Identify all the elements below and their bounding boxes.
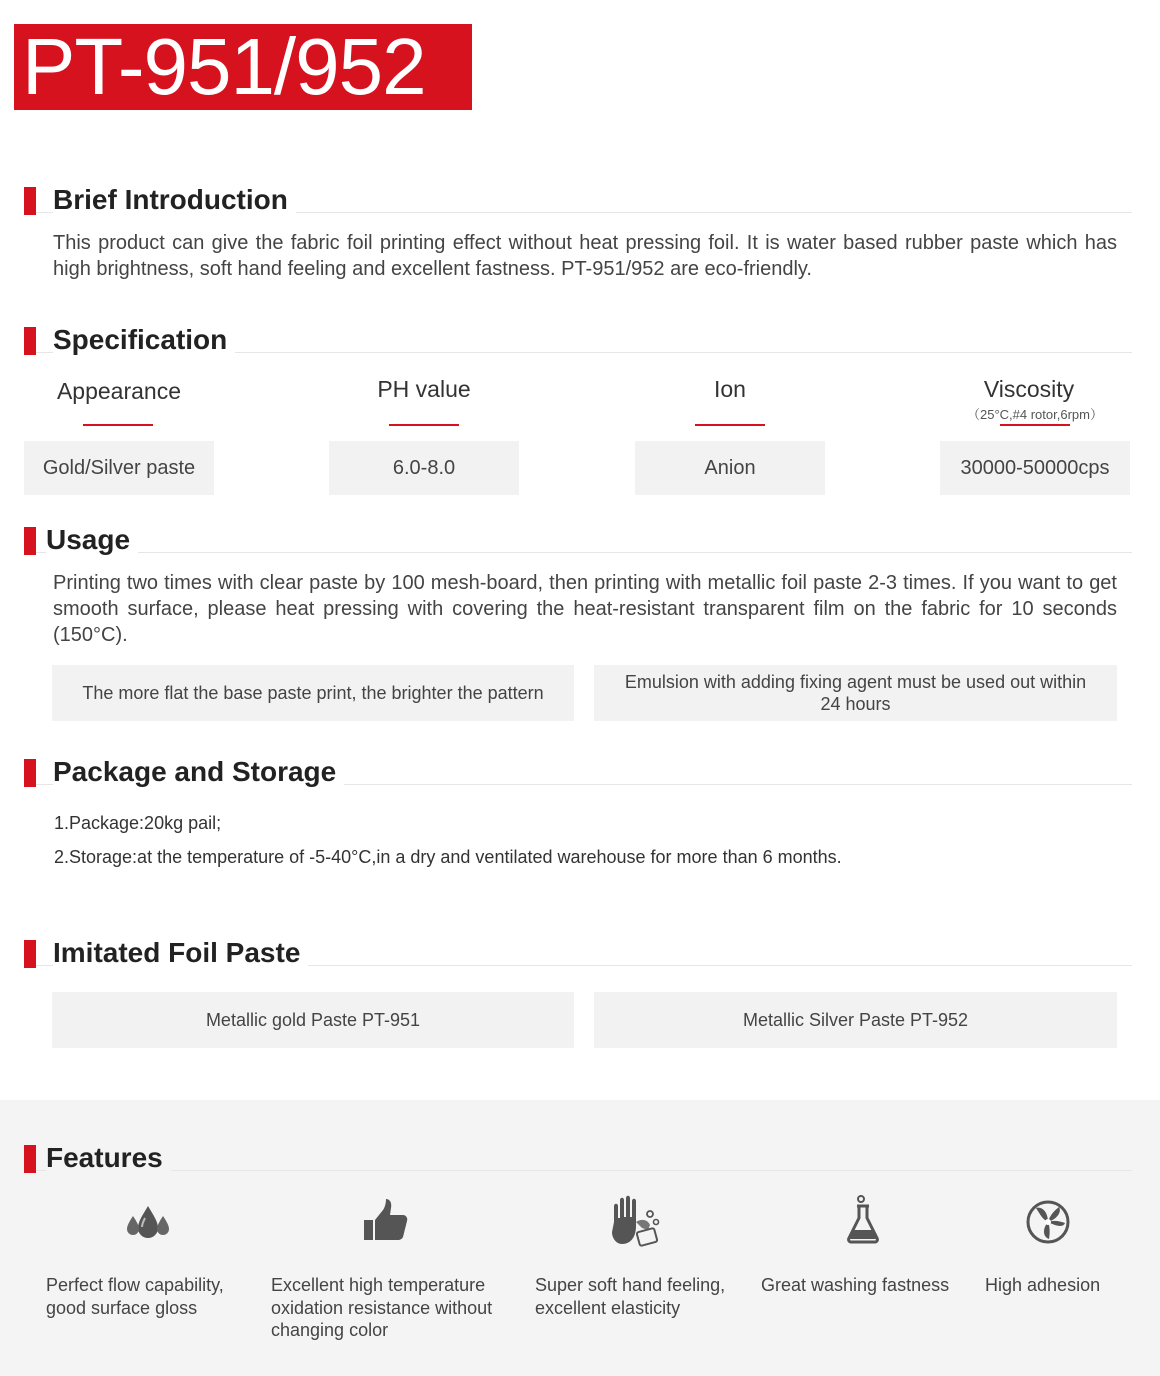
section-divider (24, 1170, 1132, 1171)
feature-text: High adhesion (985, 1275, 1101, 1295)
imitated-item: Metallic gold Paste PT-951 (52, 992, 574, 1048)
usage-tip: Emulsion with adding fixing agent must be used out within 24 hours (594, 665, 1117, 721)
section-accent-bar (24, 759, 36, 787)
thumbs-up-icon (355, 1192, 415, 1252)
spec-name-ph: PH value (377, 376, 471, 402)
product-code-banner: PT-951/952 (14, 24, 472, 110)
spec-name-ion: Ion (714, 376, 746, 402)
features-heading: Features (46, 1142, 171, 1174)
section-accent-bar (24, 527, 36, 555)
section-accent-bar (24, 327, 36, 355)
brief-introduction-header (24, 184, 1132, 218)
glove-hand-icon (604, 1192, 664, 1252)
spec-value-ph: 6.0-8.0 (329, 441, 519, 495)
brief-introduction-text: This product can give the fabric foil printing effect without heat pressing foil. It is water based rubber paste which has high brightness, soft hand feeling and excellent fastness. PT-951/952 are eco-friendly. (53, 232, 1117, 280)
water-drops-icon (118, 1192, 178, 1252)
usage-text: Printing two times with clear paste by 100 mesh-board, then printing with metallic foil paste 2-3 times. If you want to get smooth surface, please heat pressing with covering the heat-resistant transparent film on the fabric for 10 seconds (150°C). (53, 572, 1117, 646)
spec-underline (695, 424, 765, 426)
imitated-foil-heading: Imitated Foil Paste (53, 937, 308, 969)
spec-underline (83, 424, 153, 426)
section-accent-bar (24, 187, 36, 215)
package-storage-heading: Package and Storage (53, 756, 344, 788)
spec-underline (389, 424, 459, 426)
package-storage-header (24, 756, 1132, 790)
spec-value-viscosity: 30000-50000cps (940, 441, 1130, 495)
spec-value-appearance: Gold/Silver paste (24, 441, 214, 495)
spec-value-ion: Anion (635, 441, 825, 495)
adhesion-swirl-icon (1018, 1192, 1078, 1252)
feature-text: Super soft hand feeling, excellent elasticity (535, 1275, 726, 1318)
usage-header (24, 524, 1132, 558)
spec-name-appearance: Appearance (56, 378, 182, 404)
section-divider (24, 552, 1132, 553)
feature-text: Perfect flow capability, good surface gloss (46, 1275, 224, 1318)
specification-heading: Specification (53, 324, 235, 356)
feature-text: Great washing fastness (761, 1275, 950, 1295)
imitated-foil-header (24, 937, 1132, 971)
feature-text: Excellent high temperature oxidation resistance without changing color (271, 1275, 493, 1340)
section-accent-bar (24, 1145, 36, 1173)
spec-underline (1000, 424, 1070, 426)
flask-icon (833, 1192, 893, 1252)
imitated-item: Metallic Silver Paste PT-952 (594, 992, 1117, 1048)
specification-header (24, 324, 1132, 358)
usage-heading: Usage (46, 524, 138, 556)
spec-name-viscosity: Viscosity (983, 376, 1075, 402)
brief-introduction-heading: Brief Introduction (53, 184, 296, 216)
package-line: 1.Package:20kg pail; (54, 813, 222, 833)
features-header (24, 1142, 1132, 1176)
storage-line: 2.Storage:at the temperature of -5-40°C,in a dry and ventilated warehouse for more than 6 months. (54, 847, 842, 867)
spec-viscosity-note: （25°C,#4 rotor,6rpm） (967, 407, 1103, 422)
features-section (0, 1100, 1160, 1376)
usage-tip: The more flat the base paste print, the brighter the pattern (52, 665, 574, 721)
section-accent-bar (24, 940, 36, 968)
